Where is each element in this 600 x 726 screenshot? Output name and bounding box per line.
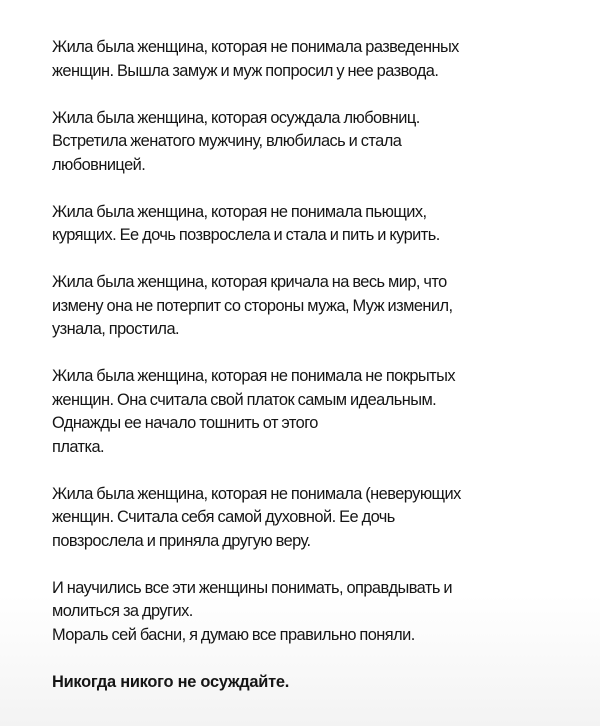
- paragraph-line: И научились все эти женщины понимать, оправдывать и: [52, 578, 452, 597]
- paragraph-line: Жила была женщина, которая не понимала (неверующих: [52, 484, 461, 503]
- paragraph-moral: [52, 577, 576, 648]
- paragraph-drinking-smoking: [52, 201, 576, 248]
- paragraph-divorced-women: [52, 36, 576, 83]
- paragraph-line: повзрослела и приняла другую веру.: [52, 531, 311, 550]
- paragraph-line: Однажды ее начало тошнить от этого: [52, 414, 318, 432]
- paragraph-line: курящих. Ее дочь позврослела и стала и пить и курить.: [52, 226, 440, 244]
- paragraph-line: Мораль сей басни, я думаю все правильно поняли.: [52, 625, 415, 644]
- paragraph-line: женщин. Вышла замуж и муж попросил у нее развода.: [52, 61, 439, 80]
- paragraph-line: платка.: [52, 437, 105, 456]
- paragraph-line: женщин. Считала себя самой духовной. Ее дочь: [52, 508, 395, 526]
- paragraph-line: Жила была женщина, которая не понимала не покрытых: [52, 367, 455, 385]
- paragraph-faith: [52, 483, 576, 554]
- paragraph-line: Жила была женщина, которая кричала на весь мир, что: [52, 273, 447, 291]
- paragraph-line: измену она не потерпит со стороны мужа, Муж изменил,: [52, 296, 453, 315]
- paragraph-line: узнала, простила.: [52, 320, 180, 338]
- paragraph-line: молиться за других.: [52, 602, 193, 620]
- paragraph-headscarf: [52, 365, 576, 459]
- paragraph-line: любовницей.: [52, 155, 146, 174]
- paragraph-infidelity: [52, 271, 576, 342]
- paragraph-line: Жила была женщина, которая осуждала любовниц.: [52, 108, 420, 127]
- closing-statement: Никогда никого не осуждайте.: [52, 672, 290, 691]
- paragraph-line: Жила была женщина, которая не понимала разведенных: [52, 38, 459, 56]
- paragraph-line: Встретила женатого мужчину, влюбилась и стала: [52, 132, 402, 150]
- paragraph-mistresses: [52, 107, 576, 178]
- paragraph-line: Жила была женщина, которая не понимала пьющих,: [52, 202, 427, 221]
- paragraph-line: женщин. Она считала свой платок самым идеальным.: [52, 390, 437, 409]
